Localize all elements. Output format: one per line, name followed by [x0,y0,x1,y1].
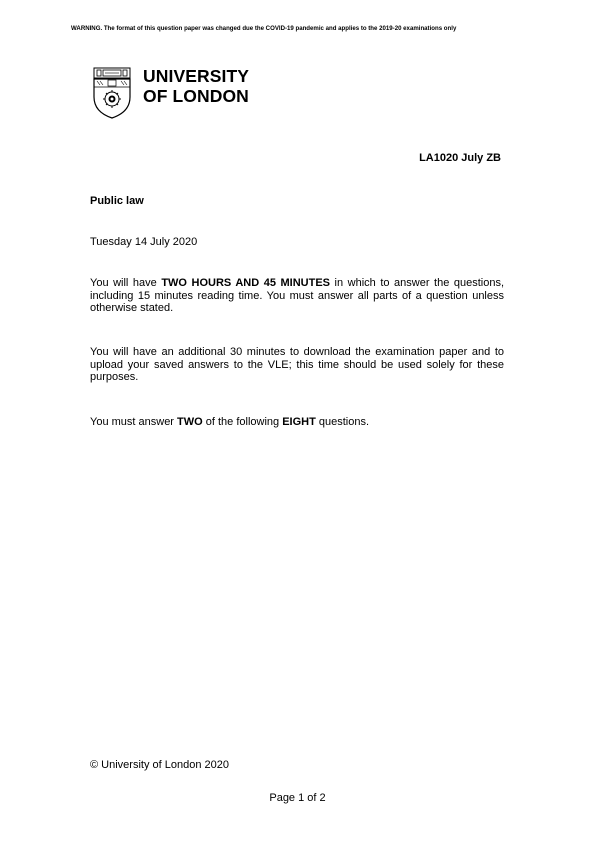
exam-date: Tuesday 14 July 2020 [90,236,198,248]
qcount-bold-two: TWO [177,416,203,428]
page-number: Page 1 of 2 [269,792,326,804]
university-name-line2: OF LONDON [143,86,249,106]
paper-code: LA1020 July ZB [419,152,501,164]
qcount-bold-eight: EIGHT [282,416,316,428]
university-name [143,66,249,106]
covid-warning-text: WARNING. The format of this question paper was changed due the COVID-19 pandemic and applies to the 2019-20 examinations only [71,25,457,32]
subject-title: Public law [90,195,144,207]
duration-instructions [90,277,504,315]
question-count-instructions [90,416,504,429]
university-name-line1: UNIVERSITY [143,66,250,86]
copyright-notice: © University of London 2020 [90,759,229,771]
university-crest-icon [92,67,132,124]
qcount-post: questions. [315,416,370,428]
upload-instructions: You will have an additional 30 minutes to download the examination paper and to upload your saved answers to the VLE; this time should be used solely for these purposes. [90,346,504,384]
qcount-pre: You must answer [90,416,178,428]
duration-pre: You will have [90,277,162,289]
duration-post: in which to answer the questions, including 15 minutes reading time. You must answer all parts of a question unless otherwise stated. [90,277,505,315]
duration-bold: TWO HOURS AND 45 MINUTES [161,277,331,289]
qcount-mid: of the following [202,416,283,428]
